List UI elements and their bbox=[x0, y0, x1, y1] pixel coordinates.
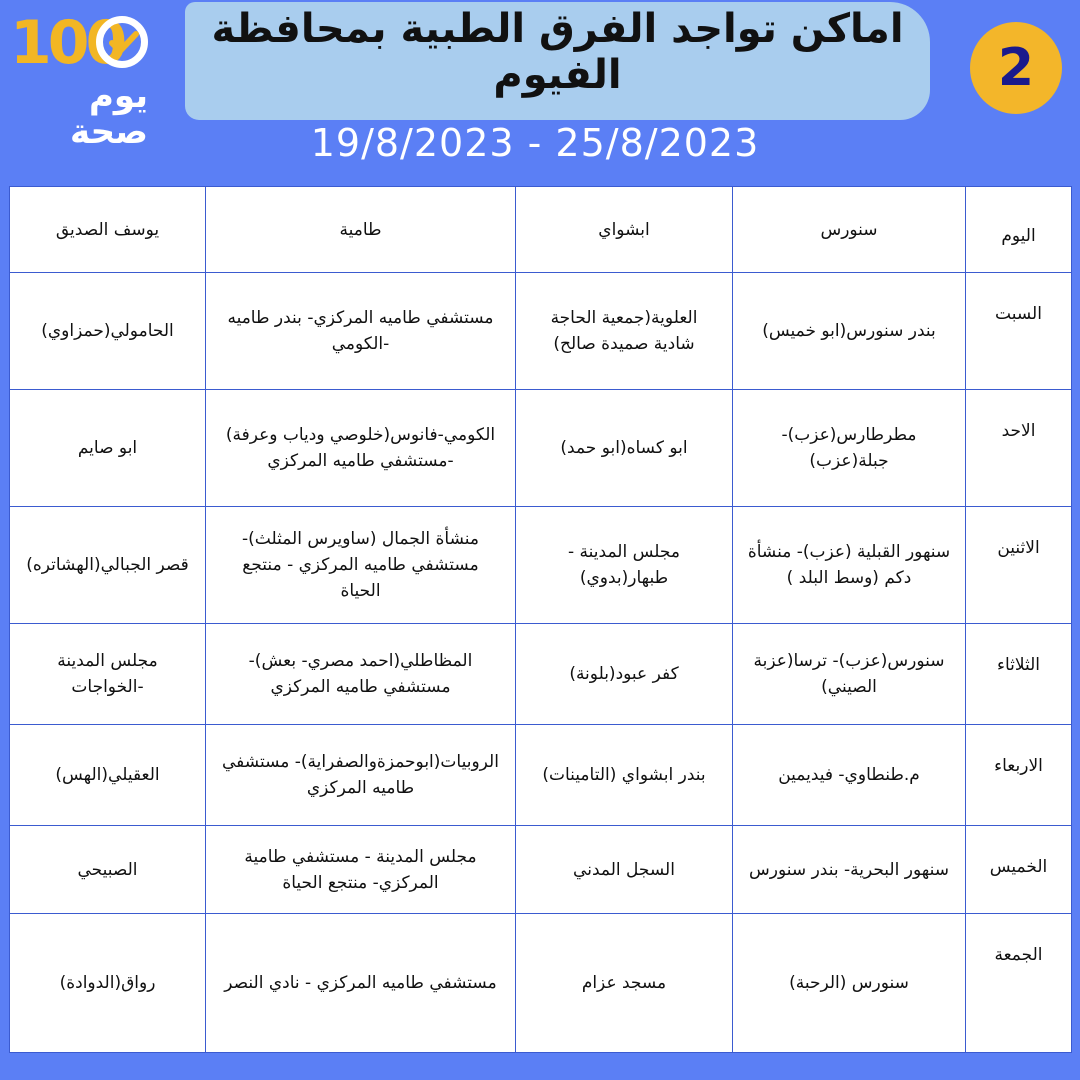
day-cell: الاثنين bbox=[966, 507, 1072, 624]
table-cell: العلوية(جمعية الحاجة شادية صميدة صالح) bbox=[516, 273, 733, 390]
table-row bbox=[10, 826, 1072, 914]
schedule-table bbox=[9, 186, 1072, 1053]
table-cell: منشأة الجمال (ساويرس المثلث)- مستشفي طاميه المركزي - منتجع الحياة bbox=[206, 507, 516, 624]
day-cell: الثلاثاء bbox=[966, 624, 1072, 725]
day-cell: السبت bbox=[966, 273, 1072, 390]
table-row bbox=[10, 390, 1072, 507]
table-cell: بندر سنورس(ابو خميس) bbox=[733, 273, 966, 390]
table-cell: سنهور البحرية- بندر سنورس bbox=[733, 826, 966, 914]
table-cell: مستشفي طاميه المركزي- بندر طاميه -الكومي bbox=[206, 273, 516, 390]
table-row bbox=[10, 507, 1072, 624]
table-cell: سنورس(عزب)- ترسا(عزبة الصيني) bbox=[733, 624, 966, 725]
table-row bbox=[10, 725, 1072, 826]
table-cell: مجلس المدينة - مستشفي طامية المركزي- منتجع الحياة bbox=[206, 826, 516, 914]
table-cell: العقيلي(الهس) bbox=[10, 725, 206, 826]
table-header-row bbox=[10, 187, 1072, 273]
table-cell: مسجد عزام bbox=[516, 914, 733, 1053]
table-cell: كفر عبود(بلونة) bbox=[516, 624, 733, 725]
table-row bbox=[10, 273, 1072, 390]
table-cell: رواق(الدوادة) bbox=[10, 914, 206, 1053]
header-cell: ابشواي bbox=[516, 187, 733, 273]
table-cell: سنهور القبلية (عزب)- منشأة دكم (وسط البلد ) bbox=[733, 507, 966, 624]
day-cell: الجمعة bbox=[966, 914, 1072, 1053]
day-cell: الاربعاء bbox=[966, 725, 1072, 826]
header-cell: اليوم bbox=[966, 187, 1072, 273]
table-cell: بندر ابشواي (التامينات) bbox=[516, 725, 733, 826]
table-cell: قصر الجبالي(الهشاتره) bbox=[10, 507, 206, 624]
logo-number: 100 bbox=[10, 8, 124, 78]
table-cell: م.طنطاوي- فيديمين bbox=[733, 725, 966, 826]
table-row bbox=[10, 624, 1072, 725]
table-cell: سنورس (الرحبة) bbox=[733, 914, 966, 1053]
table-cell: الصبيحي bbox=[10, 826, 206, 914]
header-cell: طامية bbox=[206, 187, 516, 273]
page-number-badge: 2 bbox=[970, 22, 1062, 114]
table-cell: مستشفي طاميه المركزي - نادي النصر bbox=[206, 914, 516, 1053]
table-cell: السجل المدني bbox=[516, 826, 733, 914]
day-cell: الخميس bbox=[966, 826, 1072, 914]
table-cell: ابو صايم bbox=[10, 390, 206, 507]
table-cell: الحامولي(حمزاوي) bbox=[10, 273, 206, 390]
page-title: اماكن تواجد الفرق الطبية بمحافظة الفيوم bbox=[211, 6, 904, 98]
header-cell: يوسف الصديق bbox=[10, 187, 206, 273]
table-cell: مجلس المدينة -الخواجات bbox=[10, 624, 206, 725]
table-cell: المظاطلي(احمد مصري- بعش)- مستشفي طاميه المركزي bbox=[206, 624, 516, 725]
table-cell: ابو كساه(ابو حمد) bbox=[516, 390, 733, 507]
table-cell: الروبيات(ابوحمزةوالصفراية)- مستشفي طاميه المركزي bbox=[206, 725, 516, 826]
logo-word-day: يوم bbox=[88, 76, 148, 116]
table-cell: الكومي-فانوس(خلوصي ودياب وعرفة) -مستشفي طاميه المركزي bbox=[206, 390, 516, 507]
table-cell: مجلس المدينة - طبهار(بدوي) bbox=[516, 507, 733, 624]
table-cell: مطرطارس(عزب)- جبلة(عزب) bbox=[733, 390, 966, 507]
day-cell: الاحد bbox=[966, 390, 1072, 507]
date-range: 19/8/2023 - 25/8/2023 bbox=[310, 121, 760, 165]
logo-word-health: صحة bbox=[70, 112, 148, 152]
checkmark-icon bbox=[96, 16, 148, 68]
logo bbox=[10, 8, 150, 153]
table-row bbox=[10, 914, 1072, 1053]
header-cell: سنورس bbox=[733, 187, 966, 273]
